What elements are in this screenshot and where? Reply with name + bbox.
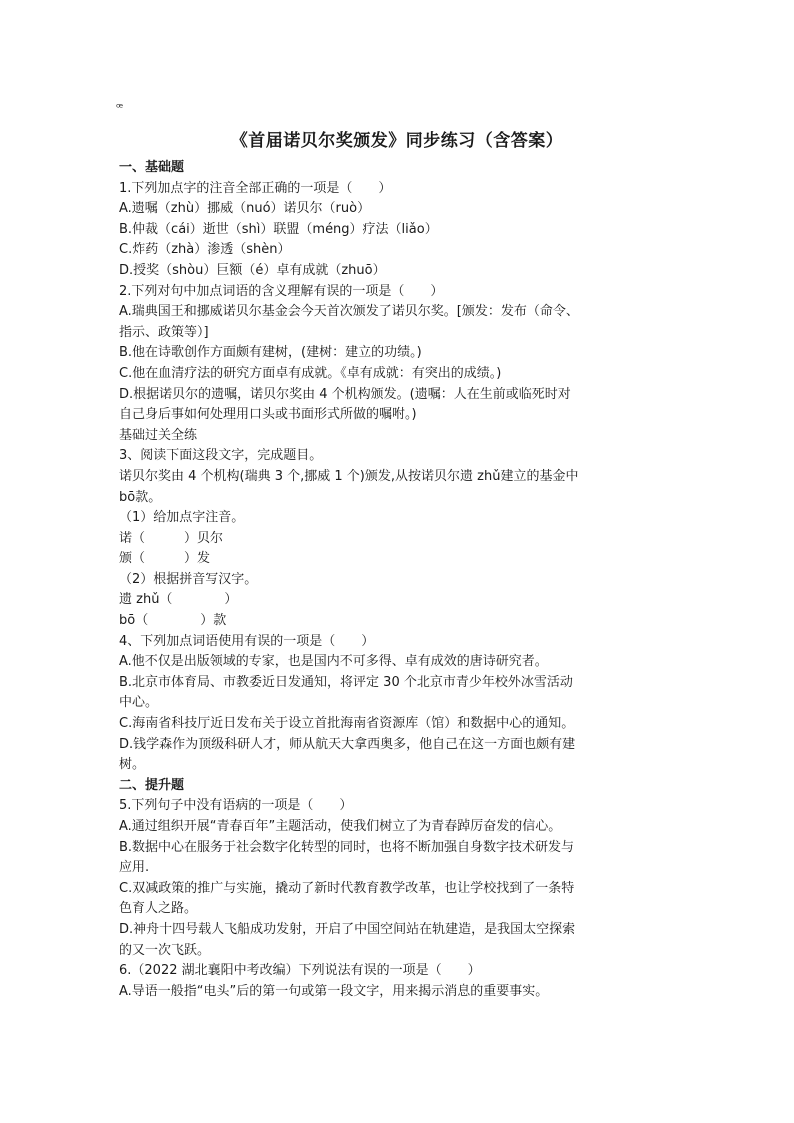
question-4-option-b-cont: 中心。 xyxy=(119,695,159,711)
document-body xyxy=(119,158,691,1002)
question-4-stem: 4、下列加点词语使用有误的一项是（ ） xyxy=(119,633,375,649)
question-1-option-c: C.炸药（zhà）渗透（shèn） xyxy=(119,242,291,258)
question-1-option-d: D.授奖（shòu）巨额（é）卓有成就（zhuō） xyxy=(119,262,386,278)
question-3-blank-zhu: 遗 zhǔ（ ） xyxy=(119,592,238,608)
question-5-option-b-cont: 应用. xyxy=(119,860,150,876)
question-4-option-d: D.钱学森作为顶级科研人才，师从航天大拿西奥多，他自己在这一方面也颇有建 xyxy=(119,736,576,752)
question-2-option-c: C.他在血清疗法的研究方面卓有成就。《卓有成就：有突出的成绩。) xyxy=(119,365,502,381)
question-2-option-d: D.根据诺贝尔的遗嘱，诺贝尔奖由 4 个机构颁发。(遗嘱：人在生前或临死时对 xyxy=(119,386,571,402)
section-heading-basic: 一、基础题 xyxy=(119,160,185,175)
question-5-option-d-cont: 的又一次飞跃。 xyxy=(119,942,211,958)
question-3-part-1: （1）给加点字注音。 xyxy=(119,510,245,526)
question-5-option-b: B.数据中心在服务于社会数字化转型的同时，也将不断加强自身数字技术研发与 xyxy=(119,839,575,855)
question-5-option-c-cont: 色育人之路。 xyxy=(119,901,198,917)
question-2-stem: 2.下列对句中加点词语的含义理解有误的一项是（ ） xyxy=(119,283,444,299)
question-3-part-2: （2）根据拼音写汉字。 xyxy=(119,571,258,587)
question-6-stem: 6.（2022 湖北襄阳中考改编）下列说法有误的一项是（ ） xyxy=(119,963,481,979)
question-2-option-d-cont: 自己身后事如何处理用口头或书面形式所做的嘱咐。) xyxy=(119,407,417,423)
question-2-option-a-cont: 指示、政策等）] xyxy=(119,324,209,340)
question-5-option-a: A.通过组织开展“青春百年”主题活动，使我们树立了为青春踔厉奋发的信心。 xyxy=(119,819,562,834)
question-4-option-d-cont: 树。 xyxy=(119,757,146,773)
question-3-blank-bo: bō（ ）款 xyxy=(119,613,227,629)
question-4-option-a: A.他不仅是出版领域的专家，也是国内不可多得、卓有成效的唐诗研究者。 xyxy=(119,654,548,670)
subsection-label: 基础过关全练 xyxy=(119,427,198,443)
question-3-stem: 3、阅读下面这段文字，完成题目。 xyxy=(119,448,323,464)
question-2-option-b: B.他在诗歌创作方面颇有建树，(建树：建立的功绩。) xyxy=(119,345,422,361)
question-5-option-c: C.双减政策的推广与实施，撬动了新时代教育教学改革，也让学校找到了一条特 xyxy=(119,880,575,896)
section-heading-advanced: 二、提升题 xyxy=(119,777,185,793)
question-2-option-a: A.瑞典国王和挪威诺贝尔基金会今天首次颁发了诺贝尔奖。[颁发：发布（命令、 xyxy=(119,304,579,320)
question-5-option-d: D.神舟十四号载人飞船成功发射，开启了中国空间站在轨建造，是我国太空探索 xyxy=(119,921,576,937)
question-6-option-a: A.导语一般指“电头”后的第一句或第一段文字，用来揭示消息的重要事实。 xyxy=(119,983,549,999)
question-3-passage: 诺贝尔奖由 4 个机构(瑞典 3 个,挪威 1 个)颁发,从按诺贝尔遗 zhǔ建立的基金中 xyxy=(119,468,579,484)
document-title: 《首届诺贝尔奖颁发》同步练习（含答案） xyxy=(230,131,564,151)
paragraph-mark: ꟹ xyxy=(116,101,124,114)
question-5-stem: 5.下列句子中没有语病的一项是（ ） xyxy=(119,798,353,814)
question-1-stem: 1.下列加点字的注音全部正确的一项是（ ） xyxy=(119,180,392,196)
question-4-option-c: C.海南省科技厅近日发布关于设立首批海南省资源库（馆）和数据中心的通知。 xyxy=(119,716,575,732)
question-1-option-a: A.遗嘱（zhù）挪威（nuó）诺贝尔（ruò） xyxy=(119,201,371,217)
question-4-option-b: B.北京市体育局、市教委近日发通知，将评定 30 个北京市青少年校外冰雪活动 xyxy=(119,674,573,690)
question-3-passage-cont: bō款。 xyxy=(119,489,162,505)
question-1-option-b: B.仲裁（cái）逝世（shì）联盟（méng）疗法（liǎo） xyxy=(119,221,438,237)
question-3-blank-nuo: 诺（ ）贝尔 xyxy=(119,530,224,546)
question-3-blank-ban: 颁（ ）发 xyxy=(119,551,211,567)
